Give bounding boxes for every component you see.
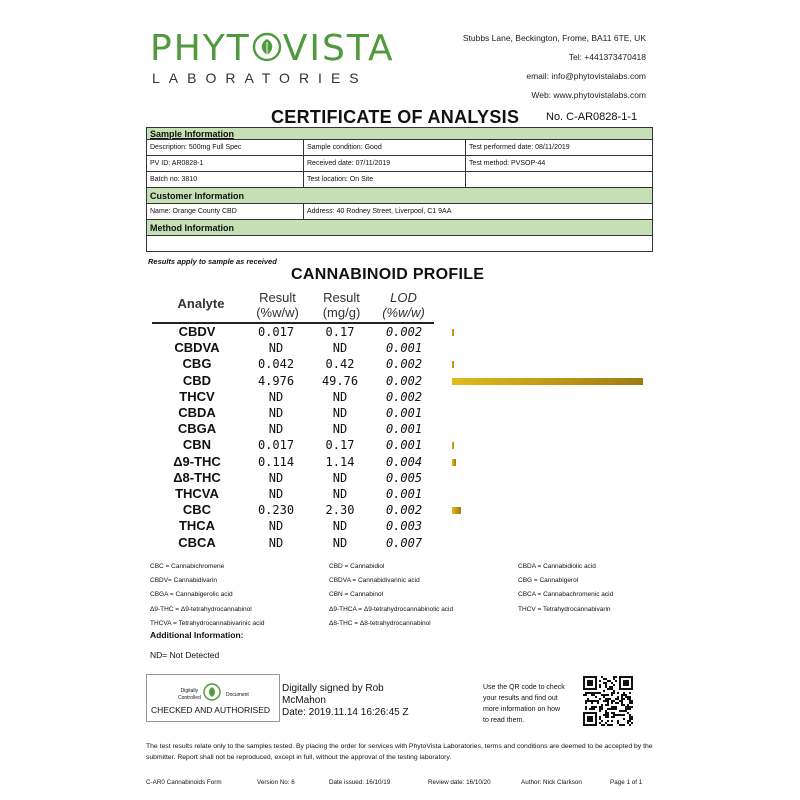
abbreviation-item: CBN = Cannabinol <box>329 591 384 599</box>
abbreviation-item: CBDA = Cannabidiolic acid <box>518 563 596 570</box>
logo-subtitle: LABORATORIES <box>152 70 368 86</box>
digitally-text: Digitally <box>180 688 199 694</box>
result-pct: ND <box>268 470 284 485</box>
leaf-stamp-icon <box>203 683 221 701</box>
col-lod <box>375 290 432 320</box>
abbreviation-item: CBDVA = Cannabidivarinic acid <box>329 577 420 585</box>
web-line: Web: www.phytovistalabs.com <box>531 90 646 100</box>
result-pct: ND <box>268 341 284 356</box>
analyte-name: THCVA <box>175 486 219 501</box>
pv-id: PV ID: AR0828-1 <box>147 156 304 172</box>
result-pct: 4.976 <box>257 373 295 388</box>
result-pct: 0.017 <box>257 325 295 339</box>
col-result-mg-l2: (mg/g) <box>322 305 361 320</box>
sample-condition: Sample condition: Good <box>304 140 466 156</box>
col-result-mg <box>313 290 370 320</box>
qr-instructions <box>483 682 565 726</box>
abbreviation-item: CBDV= Cannabidivarin <box>150 577 218 585</box>
test-method: Test method: PVSOP-44 <box>466 156 653 172</box>
result-pct: ND <box>268 487 284 501</box>
analyte-name: Δ9-THC <box>173 453 221 469</box>
method-info-body <box>147 236 653 252</box>
result-pct: 0.230 <box>257 503 295 518</box>
result-bar <box>452 329 454 336</box>
result-pct: ND <box>268 406 284 420</box>
lod-value: 0.002 <box>385 357 423 372</box>
analyte-name: CBDA <box>178 405 216 420</box>
result-mg: ND <box>332 487 348 501</box>
lod-value: 0.004 <box>385 454 423 469</box>
result-mg: ND <box>332 470 348 485</box>
abbreviation-item: CBGA = Cannabigerolic acid <box>150 591 233 599</box>
lod-value: 0.005 <box>385 470 423 485</box>
signature-date: Date: 2019.11.14 16:26:45 Z <box>282 707 409 718</box>
lod-value: 0.002 <box>385 503 423 518</box>
result-pct: 0.042 <box>257 357 295 372</box>
analyte-name: CBD <box>182 372 212 388</box>
test-performed-date: Test performed date: 08/11/2019 <box>466 140 653 156</box>
customer-name: Name: Orange County CBD <box>147 204 304 220</box>
email-line: email: info@phytovistalabs.com <box>526 71 646 81</box>
footer-issued: Date issued: 16/10/19 <box>329 779 391 786</box>
analyte-name: THCA <box>178 518 216 534</box>
signed-by-1: Digitally signed by Rob <box>282 683 384 694</box>
lod-value: 0.003 <box>385 519 423 534</box>
address-line: Stubbs Lane, Beckington, Frome, BA11 6TE, UK <box>462 33 646 43</box>
batch-no: Batch no: 3810 <box>147 172 304 188</box>
result-mg: 0.17 <box>325 325 355 339</box>
abbreviation-item: CBD = Cannabidiol <box>329 563 385 570</box>
abbreviation-item: THCV = Tetrahydrocannabivarin <box>518 605 611 613</box>
result-mg: 0.17 <box>325 438 355 453</box>
received-date: Received date: 07/11/2019 <box>304 156 466 172</box>
method-info-header: Method Information <box>147 220 653 236</box>
result-pct: ND <box>268 422 284 437</box>
nd-note: ND= Not Detected <box>150 650 220 660</box>
result-bar <box>452 378 643 385</box>
company-logo <box>150 30 395 67</box>
controlled-text: Controlled <box>178 695 201 701</box>
result-pct: ND <box>268 389 284 404</box>
analyte-name: CBN <box>182 437 212 453</box>
abbreviation-item: CBC = Cannabichromene <box>150 563 225 570</box>
qr-code[interactable] <box>583 676 633 726</box>
analyte-name: CBG <box>182 356 212 372</box>
document-label: Document <box>226 692 249 698</box>
sample-info-header: Sample Information <box>147 128 653 140</box>
analyte-name: CBDVA <box>174 340 220 356</box>
lod-value: 0.001 <box>385 422 423 437</box>
signed-by-2: McMahon <box>282 695 326 706</box>
footer-version: Version No: 6 <box>257 779 295 786</box>
empty-cell <box>466 172 653 188</box>
certificate-title: CERTIFICATE OF ANALYSIS <box>271 107 520 127</box>
col-result-mg-l1: Result <box>323 290 360 305</box>
logo-leaf-icon <box>252 32 282 62</box>
result-mg: ND <box>332 519 348 534</box>
certificate-number: No. C-AR0828-1-1 <box>546 111 638 123</box>
col-result-pct-l1: Result <box>259 290 296 305</box>
lod-value: 0.007 <box>385 535 423 550</box>
qr-line: Use the QR code to check <box>483 684 565 691</box>
lod-value: 0.002 <box>385 325 423 339</box>
customer-info-header: Customer Information <box>147 188 653 204</box>
result-pct: 0.114 <box>257 454 295 469</box>
qr-line: your results and find out <box>483 695 558 702</box>
abbreviation-item: Δ8-THC = Δ8-tetrahydrocannabinol <box>329 619 431 627</box>
result-mg: ND <box>332 422 348 437</box>
digital-signature <box>282 683 409 719</box>
result-mg: ND <box>332 406 348 420</box>
result-mg: ND <box>332 341 348 356</box>
result-mg: 49.76 <box>321 373 359 388</box>
result-mg: 2.30 <box>325 503 355 518</box>
footer-author: Author: Nick Clarkson <box>521 779 582 786</box>
sample-description: Description: 500mg Full Spec <box>147 140 304 156</box>
analyte-name: CBDV <box>178 324 216 339</box>
customer-address: Address: 40 Rodney Street, Liverpool, C1 9AA <box>304 204 653 220</box>
result-pct: ND <box>268 535 284 550</box>
logo-text-right: VISTA <box>282 28 395 69</box>
result-mg: ND <box>332 389 348 404</box>
company-address <box>463 29 646 105</box>
footer-page: Page 1 of 1 <box>610 779 643 786</box>
abbreviation-item: CBCA = Cannabachromenic acid <box>518 591 614 599</box>
analyte-name: CBC <box>182 502 212 518</box>
logo-text-left: PHYT <box>150 28 251 69</box>
lod-value: 0.001 <box>385 487 423 501</box>
profile-title: CANNABINOID PROFILE <box>291 266 485 283</box>
result-mg: 0.42 <box>325 357 355 372</box>
results-note: Results apply to sample as received <box>148 257 277 266</box>
footer-form: C-AR0 Cannabinoids Form <box>146 779 222 786</box>
test-location: Test location: On Site <box>304 172 466 188</box>
lod-value: 0.002 <box>385 389 423 404</box>
sample-info-table <box>146 127 653 252</box>
result-bar <box>452 442 454 449</box>
result-bar <box>452 361 454 368</box>
analyte-name: THCV <box>179 388 215 404</box>
qr-line: more information on how <box>483 706 561 713</box>
result-pct: 0.017 <box>257 438 295 453</box>
lod-value: 0.002 <box>385 373 423 388</box>
col-result-pct-l2: (%w/w) <box>256 305 299 320</box>
abbreviation-item: Δ9-THC = Δ9-tetrahydrocannabinol <box>150 605 252 613</box>
result-mg: ND <box>332 535 348 550</box>
col-result-pct <box>249 290 306 320</box>
checked-authorised: CHECKED AND AUTHORISED <box>151 705 271 715</box>
result-mg: 1.14 <box>325 454 355 469</box>
abbreviation-item: Δ9-THCA = Δ9-tetrahydrocannabinolic acid <box>329 605 454 613</box>
analyte-name: CBCA <box>178 534 216 550</box>
result-bar <box>452 507 461 514</box>
result-pct: ND <box>268 519 284 534</box>
analyte-name: CBGA <box>177 421 217 437</box>
digitally-controlled-label <box>178 688 201 702</box>
analyte-name: Δ8-THC <box>173 469 221 485</box>
abbreviation-item: CBG = Cannabigerol <box>518 577 579 585</box>
col-lod-l1: LOD <box>390 290 417 305</box>
phone-line: Tel: +441373470418 <box>568 52 646 62</box>
footer-review: Review date: 16/10/20 <box>428 779 491 786</box>
abbreviation-item: THCVA = Tetrahydrocannabivarinic acid <box>150 619 265 627</box>
disclaimer: The test results relate only to the samples tested. By placing the order for services with PhytoVista Laboratories, terms and conditions are deemed to be accepted by the submitter. Report shall not be reproduced, except in full, without the approval of the testing laboratory. <box>146 743 653 761</box>
additional-info-label: Additional Information: <box>150 630 244 640</box>
lod-value: 0.001 <box>385 406 423 420</box>
result-bar <box>452 459 456 466</box>
qr-line: to read them. <box>483 717 525 724</box>
lod-value: 0.001 <box>385 438 423 453</box>
lod-value: 0.001 <box>385 341 423 356</box>
col-analyte: Analyte <box>177 296 225 311</box>
col-lod-l2: (%w/w) <box>382 305 425 320</box>
